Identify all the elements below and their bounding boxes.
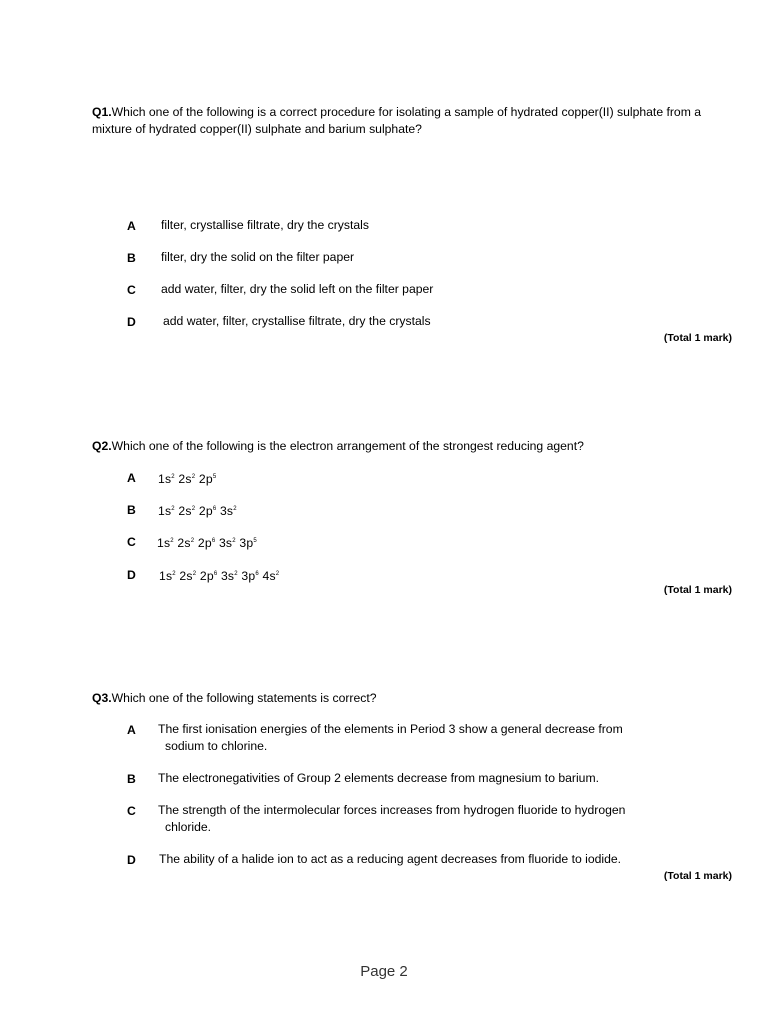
q2-total-mark: (Total 1 mark) [663, 584, 732, 596]
q1-option-a-text: filter, crystallise filtrate, dry the crystals [161, 218, 369, 232]
q1-option-a-letter: A [127, 219, 136, 233]
q3-option-d-letter: D [127, 853, 136, 867]
q2-option-d-letter: D [127, 568, 136, 582]
question-2-text: Which one of the following is the electron arrangement of the strongest reducing agent? [111, 439, 584, 453]
q1-option-c-letter: C [127, 283, 136, 297]
q1-option-d-letter: D [127, 315, 136, 329]
q1-option-b-letter: B [127, 251, 136, 265]
q3-option-c-text [158, 802, 678, 836]
q1-option-b-text: filter, dry the solid on the filter paper [161, 250, 355, 264]
q3-option-a-line2: sodium to chlorine. [165, 739, 268, 753]
q2-option-a-letter: A [127, 471, 136, 485]
q2-option-c-letter: C [127, 535, 136, 549]
q1-option-c-text: add water, filter, dry the solid left on the filter paper [161, 282, 434, 296]
q3-option-b-text: The electronegativities of Group 2 elements decrease from magnesium to barium. [158, 771, 599, 785]
question-2-number: Q2. [92, 439, 112, 453]
question-1-text: Which one of the following is a correct procedure for isolating a sample of hydrated copper(II) sulphate from a mixture of hydrated copper(II) sulphate and barium sulphate? [92, 105, 702, 136]
q3-option-c-line1: The strength of the intermolecular forces increases from hydrogen fluoride to hydrogen [158, 803, 626, 817]
q3-option-a-letter: A [127, 723, 136, 737]
question-1 [92, 104, 732, 138]
q3-option-b-letter: B [127, 772, 136, 786]
page-number: Page 2 [360, 963, 408, 980]
q3-option-a-text [158, 721, 678, 755]
q3-option-a-line1: The first ionisation energies of the elements in Period 3 show a general decrease from [158, 722, 623, 736]
q3-option-c-letter: C [127, 804, 136, 818]
q2-option-b-letter: B [127, 503, 136, 517]
question-3 [92, 690, 732, 707]
question-1-number: Q1. [92, 105, 112, 119]
question-2 [92, 438, 732, 455]
q1-total-mark: (Total 1 mark) [663, 332, 732, 344]
q3-option-d-text: The ability of a halide ion to act as a reducing agent decreases from fluoride to iodide. [159, 852, 622, 866]
q2-option-b-config: $1s^2$ $2s^2$ $2p^6$ $3s^2$ [158, 504, 237, 518]
q1-option-d-text: add water, filter, crystallise filtrate, dry the crystals [163, 314, 431, 328]
q2-option-d-config: $1s^2$ $2s^2$ $2p^6$ $3s^2$ $3p^6$ $4s^2$ [159, 569, 280, 583]
q2-option-a-config: $1s^2$ $2s^2$ $2p^5$ [158, 472, 217, 486]
q3-total-mark: (Total 1 mark) [663, 870, 732, 882]
question-3-number: Q3. [92, 691, 112, 705]
q3-option-c-line2: chloride. [165, 820, 212, 834]
q2-option-c-config: $1s^2$ $2s^2$ $2p^6$ $3s^2$ $3p^5$ [157, 536, 257, 550]
question-3-text: Which one of the following statements is correct? [111, 691, 377, 705]
